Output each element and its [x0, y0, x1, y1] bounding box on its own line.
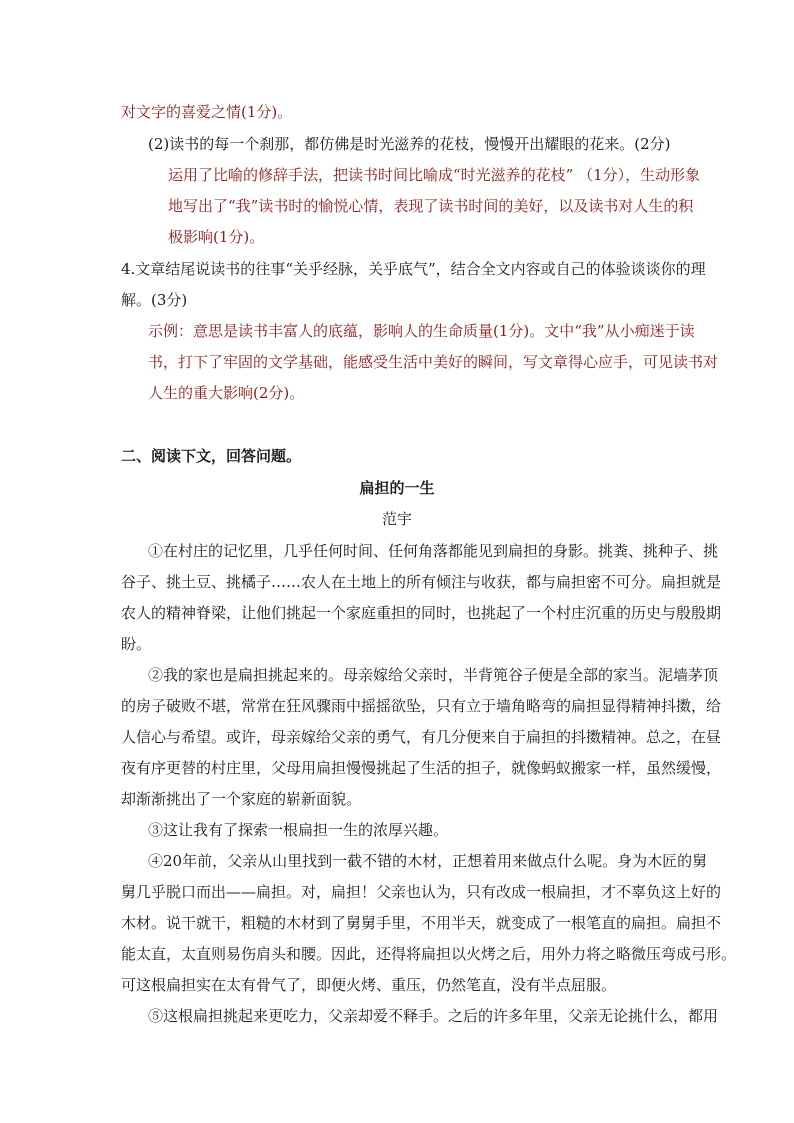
paragraph-line: ①在村庄的记忆里，几乎任何时间、任何角落都能见到扁担的身影。挑粪、挑种子、挑 — [148, 542, 719, 560]
paragraph-line: 盼。 — [121, 635, 152, 653]
paragraph-line: 的房子破败不堪，常常在狂风骤雨中摇摇欲坠，只有立于墙角略弯的扁担显得精神抖擞，给 — [121, 697, 722, 715]
paragraph-line: 能太直，太直则易伤肩头和腰。因此，还得将扁担以火烤之后，用外力将之略微压弯成弓形。 — [121, 945, 737, 963]
question-text: 解。(3分) — [121, 291, 188, 309]
paragraph-line: ④20年前，父亲从山里找到一截不错的木材，正想着用来做点什么呢。身为木匠的舅 — [148, 852, 708, 870]
paragraph-line: 夜有序更替的村庄里，父母用扁担慢慢挑起了生活的担子，就像蚂蚁搬家一样，虽然缓慢， — [121, 759, 722, 777]
answer-text: 极影响(1分)。 — [168, 228, 265, 246]
answer-text: 地写出了“我”读书时的愉悦心情，表现了读书时间的美好，以及读书对人生的积 — [168, 197, 694, 215]
question-text: 4.文章结尾说读书的往事“关乎经脉，关乎底气”，结合全文内容或自己的体验谈谈你的理 — [121, 260, 706, 278]
paragraph-line: ②我的家也是扁担挑起来的。母亲嫁给父亲时，半背篼谷子便是全部的家当。泥墙茅顶 — [148, 666, 719, 684]
answer-text: 示例：意思是读书丰富人的底蕴，影响人的生命质量(1分)。文中“我”从小痴迷于读 — [148, 322, 695, 340]
paragraph-line: ⑤这根扁担挑起来更吃力，父亲却爱不释手。之后的许多年里，父亲无论挑什么，都用 — [148, 1007, 719, 1025]
question-text: (2)读书的每一个刹那，都仿佛是时光滋养的花枝，慢慢开出耀眼的花来。(2分) — [148, 135, 671, 153]
answer-text: 运用了比喻的修辞手法，把读书时间比喻成“时光滋养的花枝” （1分），生动形象 — [168, 166, 701, 184]
paragraph-line: 却渐渐挑出了一个家庭的崭新面貌。 — [121, 790, 362, 808]
answer-text: 人生的重大影响(2分)。 — [148, 384, 305, 402]
paragraph-line: 舅几乎脱口而出——扁担。对，扁担！父亲也认为，只有改成一根扁担，才不辜负这上好的 — [121, 883, 722, 901]
section-heading: 二、阅读下文，回答问题。 — [121, 447, 302, 465]
paragraph-line: 人信心与希望。或许，母亲嫁给父亲的勇气，有几分便来自于扁担的抖擞精神。总之，在昼 — [121, 728, 722, 746]
article-title: 扁担的一生 — [359, 479, 435, 497]
article-author: 范宇 — [381, 510, 412, 528]
paragraph-line: 木材。说干就干，粗糙的木材到了舅舅手里，不用半天，就变成了一根笔直的扁担。扁担不 — [121, 914, 722, 932]
paragraph-line: ③这让我有了探索一根扁担一生的浓厚兴趣。 — [148, 821, 449, 839]
paragraph-line: 农人的精神脊梁，让他们挑起一个家庭重担的同时，也挑起了一个村庄沉重的历史与殷殷期 — [121, 604, 722, 622]
answer-text: 书，打下了牢固的文学基础，能感受生活中美好的瞬间，写文章得心应手，可见读书对 — [148, 353, 719, 371]
paragraph-line: 谷子、挑土豆、挑橘子……农人在土地上的所有倾注与收获，都与扁担密不可分。扁担就是 — [121, 573, 722, 591]
answer-text: 对文字的喜爱之情(1分)。 — [121, 103, 293, 121]
paragraph-line: 可这根扁担实在太有骨气了，即便火烤、重压，仍然笔直，没有半点屈服。 — [121, 976, 617, 994]
